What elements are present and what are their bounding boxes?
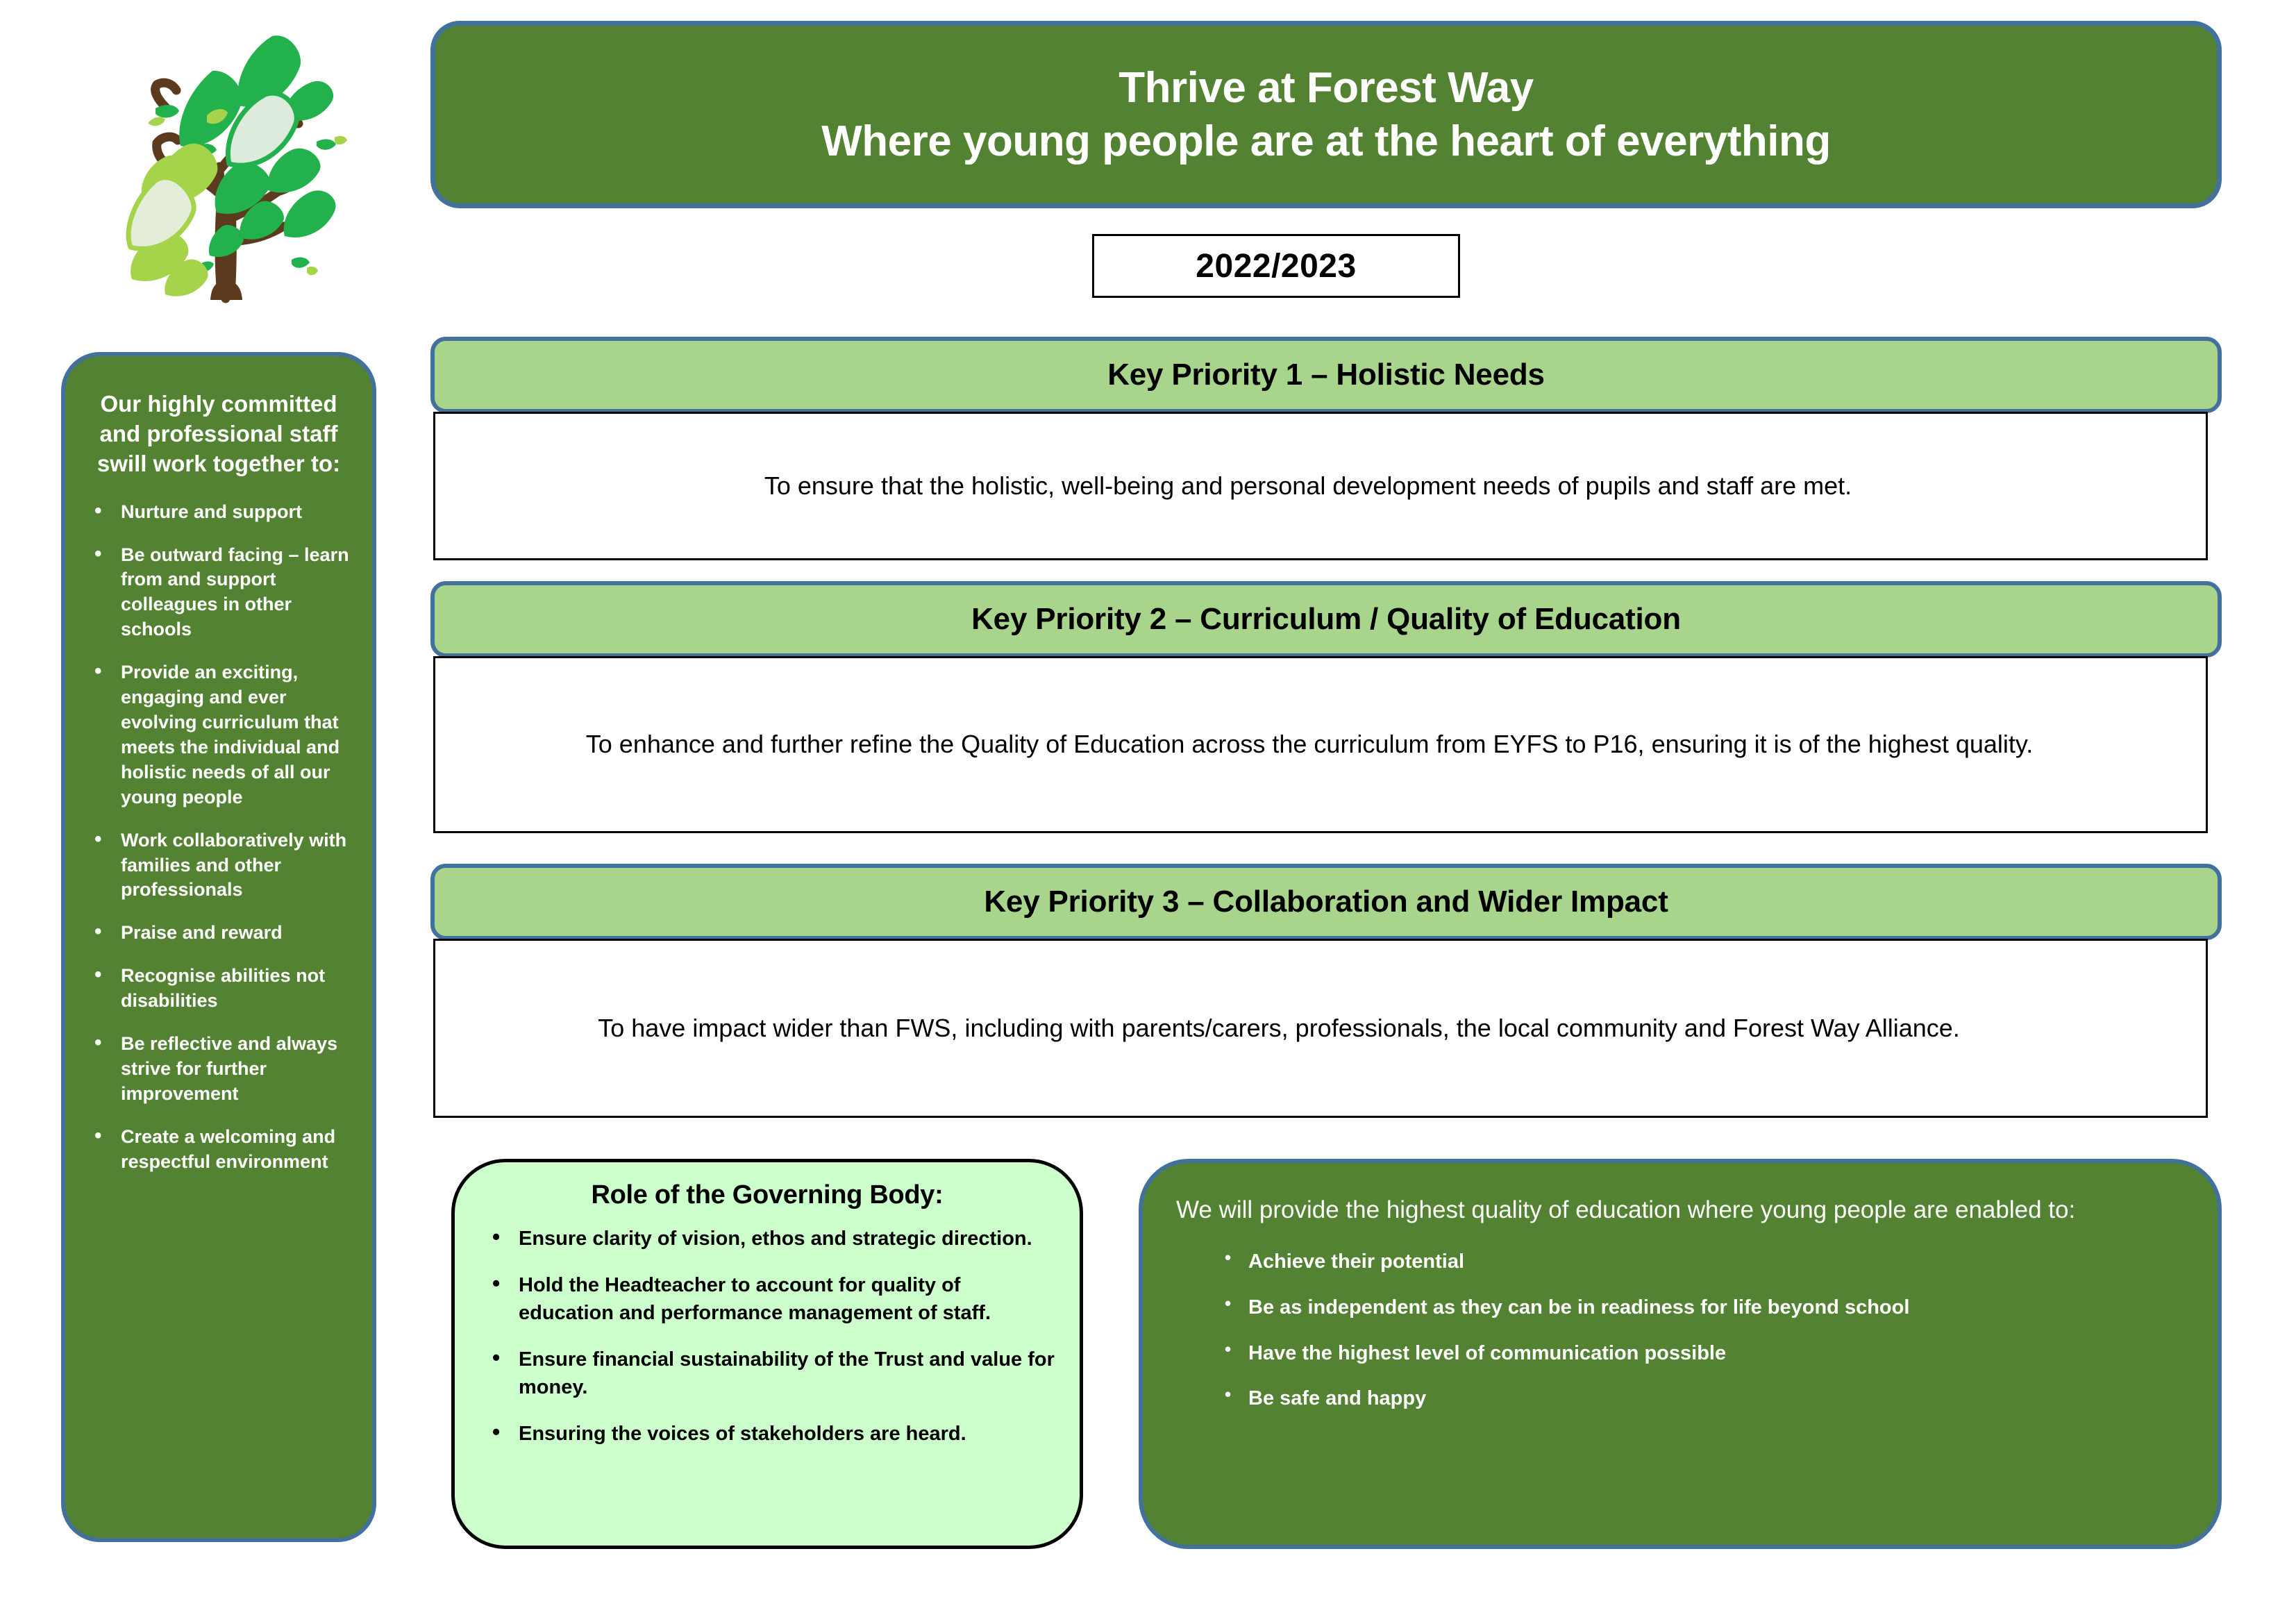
tree-logo-icon [83, 21, 375, 312]
sidebar-intro-text: Our highly committed and professional staff swill work together to: [97, 391, 341, 476]
list-item [85, 1125, 357, 1175]
sidebar-item-label: Create a welcoming and respectful environment [121, 1125, 336, 1172]
staff-commitments-panel [61, 352, 376, 1542]
vision-item-label: Have the highest level of communication possible [1248, 1341, 1727, 1364]
vision-list [1176, 1249, 2184, 1412]
key-priority-3-text: To have impact wider than FWS, including with parents/carers, professionals, the local community and Forest Way Alliance. [598, 1013, 1960, 1042]
list-item [85, 500, 357, 525]
vision-intro-text: We will provide the highest quality of education where young people are enabled to: [1176, 1196, 2076, 1223]
vision-item-label: Be as independent as they can be in readiness for life beyond school [1248, 1296, 1910, 1319]
sidebar-item-label: Be outward facing – learn from and support colleagues in other schools [121, 544, 349, 640]
key-priority-2-text: To enhance and further refine the Quality of Education across the curriculum from EYFS to P16, ensuring it is of the highest quality. [585, 730, 2034, 759]
list-item [480, 1225, 1059, 1253]
list-item [85, 1032, 357, 1107]
sidebar-item-label: Work collaboratively with families and other professionals [121, 829, 347, 901]
governing-body-panel [451, 1159, 1083, 1549]
sidebar-list [78, 500, 360, 1175]
page-title-line1: Thrive at Forest Way [1118, 63, 1534, 112]
school-logo [83, 21, 375, 312]
academic-year-box: 2022/2023 [1092, 234, 1460, 298]
list-item [85, 964, 357, 1014]
key-priority-2-heading: Key Priority 2 – Curriculum / Quality of Education [430, 581, 2222, 658]
list-item [1218, 1249, 2184, 1275]
list-item [480, 1272, 1059, 1327]
sidebar-item-label: Praise and reward [121, 922, 283, 944]
vision-item-label: Be safe and happy [1248, 1387, 1427, 1410]
list-item [1218, 1341, 2184, 1367]
list-item [480, 1421, 1059, 1448]
governing-body-item-label: Ensure clarity of vision, ethos and strategic direction. [519, 1228, 1032, 1250]
key-priority-1-heading: Key Priority 1 – Holistic Needs [430, 337, 2222, 413]
governing-body-item-label: Hold the Headteacher to account for quality of education and performance management of staff. [519, 1274, 991, 1324]
list-item [1218, 1295, 2184, 1321]
page-title-banner [430, 21, 2222, 208]
list-item [85, 828, 357, 903]
list-item [1218, 1386, 2184, 1412]
sidebar-item-label: Recognise abilities not disabilities [121, 965, 326, 1012]
page-title-line2: Where young people are at the heart of everything [821, 117, 1831, 165]
key-priority-2-body [433, 656, 2208, 833]
sidebar-item-label: Be reflective and always strive for further improvement [121, 1033, 338, 1104]
list-item [480, 1346, 1059, 1401]
vision-outcomes-panel [1139, 1159, 2222, 1549]
sidebar-item-label: Nurture and support [121, 501, 302, 522]
list-item [85, 921, 357, 946]
key-priority-3-heading: Key Priority 3 – Collaboration and Wider Impact [430, 864, 2222, 940]
governing-body-item-label: Ensure financial sustainability of the Trust and value for money. [519, 1348, 1055, 1398]
key-priority-3-body [433, 939, 2208, 1118]
governing-body-title: Role of the Governing Body: [591, 1180, 944, 1209]
governing-body-item-label: Ensuring the voices of stakeholders are heard. [519, 1423, 966, 1446]
list-item [85, 660, 357, 810]
sidebar-item-label: Provide an exciting, engaging and ever evolving curriculum that meets the individual and holistic needs of all our young people [121, 662, 340, 807]
list-item [85, 543, 357, 643]
vision-item-label: Achieve their potential [1248, 1250, 1465, 1273]
key-priority-1-text: To ensure that the holistic, well-being and personal development needs of pupils and staff are met. [764, 471, 1852, 500]
governing-body-list [473, 1225, 1062, 1448]
key-priority-1-body [433, 412, 2208, 560]
